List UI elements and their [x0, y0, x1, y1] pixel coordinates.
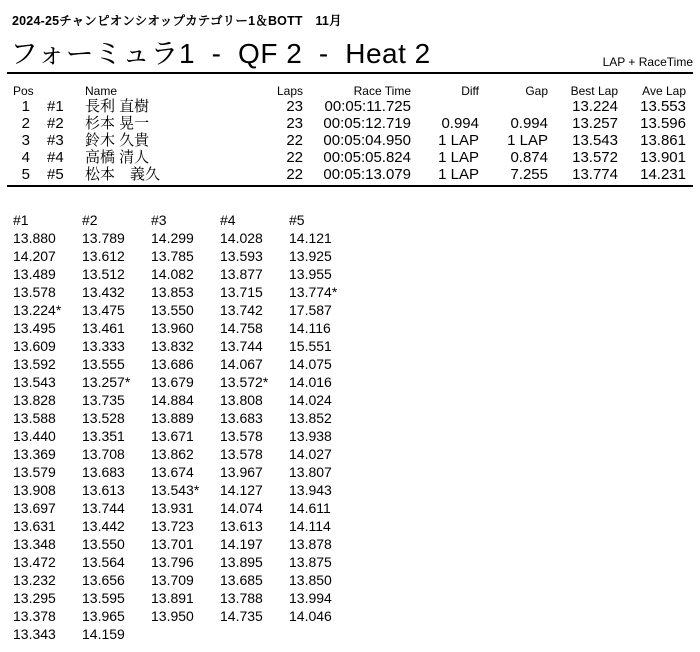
lap-time: 13.489 [13, 266, 56, 282]
lap-time: 13.744 [220, 338, 263, 354]
lap-time: 13.850 [289, 572, 332, 588]
col-header-ave-lap: Ave Lap [642, 84, 686, 98]
lap-time: 13.351 [82, 428, 125, 444]
lap-column-2 [82, 211, 151, 643]
lap-time: 13.348 [13, 536, 56, 552]
lap-time: 14.611 [289, 500, 331, 516]
result-diff: 1 LAP [438, 166, 479, 183]
lap-time: 13.925 [289, 248, 332, 264]
lap-time: 13.807 [289, 464, 332, 480]
result-row [7, 115, 686, 132]
result-race-time: 00:05:13.079 [323, 166, 411, 183]
lap-time: 13.593 [220, 248, 263, 264]
lap-time: 13.543 [13, 374, 56, 390]
lap-time: 13.931 [151, 500, 194, 516]
lap-column-5 [289, 211, 358, 643]
header-divider [7, 72, 693, 74]
lap-time: 13.543* [151, 482, 200, 498]
lap-time: 13.512 [82, 266, 125, 282]
result-gap: 0.874 [510, 149, 548, 166]
lap-time: 13.555 [82, 356, 125, 372]
lap-time: 14.127 [220, 482, 263, 498]
result-diff: 0.994 [441, 115, 479, 132]
lap-time: 13.828 [13, 392, 56, 408]
lap-time: 13.550 [82, 536, 125, 552]
result-row [7, 149, 686, 166]
lap-time: 14.016 [289, 374, 332, 390]
result-gap: 7.255 [510, 166, 548, 183]
result-car-number: #3 [47, 132, 64, 149]
lap-time: 13.609 [13, 338, 56, 354]
lap-time: 13.832 [151, 338, 194, 354]
lap-time: 13.378 [13, 608, 56, 624]
result-gap: 0.994 [510, 115, 548, 132]
result-diff: 1 LAP [438, 149, 479, 166]
lap-time: 13.994 [289, 590, 332, 606]
lap-time: 13.774* [289, 284, 338, 300]
result-driver-name: 高橋 清人 [85, 149, 150, 166]
result-laps: 23 [286, 115, 303, 132]
lap-time: 13.877 [220, 266, 263, 282]
lap-column-header: #2 [82, 212, 98, 228]
lap-time: 13.333 [82, 338, 125, 354]
result-car-number: #1 [47, 98, 64, 115]
lap-time: 13.595 [82, 590, 125, 606]
lap-time: 13.613 [220, 518, 263, 534]
lap-time: 13.432 [82, 284, 125, 300]
lap-time: 13.578 [220, 428, 263, 444]
lap-time: 13.592 [13, 356, 56, 372]
results-table [7, 81, 686, 183]
lap-time: 14.027 [289, 446, 332, 462]
lap-time: 14.159 [82, 626, 125, 642]
lap-time: 13.785 [151, 248, 194, 264]
lap-time: 14.046 [289, 608, 332, 624]
col-header-car [35, 81, 73, 98]
lap-time: 14.207 [13, 248, 56, 264]
lap-time: 13.461 [82, 320, 125, 336]
lap-time: 13.853 [151, 284, 194, 300]
lap-time: 14.074 [220, 500, 263, 516]
lap-column-1 [13, 211, 82, 643]
lap-time: 13.862 [151, 446, 194, 462]
lap-time: 13.679 [151, 374, 194, 390]
lap-time: 13.578 [220, 446, 263, 462]
lap-time: 14.299 [151, 230, 194, 246]
lap-time: 13.224* [13, 302, 62, 318]
col-header-gap: Gap [525, 84, 548, 98]
lap-time: 14.075 [289, 356, 332, 372]
result-car-number: #4 [47, 149, 64, 166]
lap-time: 13.495 [13, 320, 56, 336]
lap-time: 13.697 [13, 500, 56, 516]
lap-time: 14.735 [220, 608, 263, 624]
result-position: 5 [21, 166, 30, 183]
lap-time: 13.674 [151, 464, 194, 480]
result-position: 3 [21, 132, 30, 149]
lap-time: 13.613 [82, 482, 125, 498]
result-race-time: 00:05:12.719 [323, 115, 411, 132]
lap-time: 13.943 [289, 482, 332, 498]
col-header-race-time: Race Time [353, 84, 411, 98]
lap-time: 13.631 [13, 518, 56, 534]
lap-column-header: #1 [13, 212, 29, 228]
result-row [7, 166, 686, 183]
lap-time: 13.295 [13, 590, 56, 606]
lap-time: 13.685 [220, 572, 263, 588]
result-race-time: 00:05:11.725 [324, 98, 411, 115]
lap-time: 13.889 [151, 410, 194, 426]
lap-time: 13.472 [13, 554, 56, 570]
lap-time: 13.572* [220, 374, 269, 390]
result-car-number: #2 [47, 115, 64, 132]
result-laps: 22 [286, 149, 303, 166]
lap-time: 14.884 [151, 392, 194, 408]
result-position: 1 [21, 98, 30, 115]
lap-time: 13.908 [13, 482, 56, 498]
lap-time: 13.343 [13, 626, 56, 642]
lap-time: 13.891 [151, 590, 194, 606]
result-best-lap: 13.224 [572, 98, 618, 115]
lap-time: 13.808 [220, 392, 263, 408]
col-header-laps: Laps [276, 84, 303, 98]
lap-time: 13.257* [82, 374, 131, 390]
result-driver-name: 鈴木 久貴 [85, 132, 150, 149]
lap-time: 14.116 [289, 320, 331, 336]
lap-column-4 [220, 211, 289, 643]
result-best-lap: 13.543 [572, 132, 618, 149]
lap-time: 13.528 [82, 410, 125, 426]
lap-time: 13.709 [151, 572, 194, 588]
lap-time: 13.232 [13, 572, 56, 588]
lap-time: 13.686 [151, 356, 194, 372]
result-laps: 22 [286, 132, 303, 149]
lap-time: 13.960 [151, 320, 194, 336]
lap-time: 14.121 [289, 230, 332, 246]
lap-time: 14.024 [289, 392, 332, 408]
lap-time: 13.715 [220, 284, 263, 300]
results-header-row [7, 81, 686, 98]
result-ave-lap: 13.596 [640, 115, 686, 132]
lap-time: 13.880 [13, 230, 56, 246]
result-position: 4 [21, 149, 30, 166]
lap-time: 13.895 [220, 554, 263, 570]
result-diff [411, 98, 479, 115]
lap-column-header: #4 [220, 212, 236, 228]
lap-time: 13.878 [289, 536, 332, 552]
lap-time: 13.788 [220, 590, 263, 606]
lap-times-table [13, 211, 358, 643]
lap-column-3 [151, 211, 220, 643]
lap-time: 14.082 [151, 266, 194, 282]
result-row [7, 132, 686, 149]
lap-time: 13.744 [82, 500, 125, 516]
lap-time: 14.114 [289, 518, 331, 534]
lap-time: 13.938 [289, 428, 332, 444]
lap-time: 14.197 [220, 536, 263, 552]
lap-time: 13.701 [151, 536, 194, 552]
lap-time: 13.588 [13, 410, 56, 426]
col-header-diff: Diff [461, 84, 479, 98]
result-best-lap: 13.774 [572, 166, 618, 183]
result-laps: 23 [286, 98, 303, 115]
lap-time: 13.708 [82, 446, 125, 462]
lap-column-header: #5 [289, 212, 305, 228]
result-position: 2 [21, 115, 30, 132]
lap-time: 13.369 [13, 446, 56, 462]
lap-time: 13.683 [82, 464, 125, 480]
lap-time: 15.551 [289, 338, 332, 354]
lap-time: 13.852 [289, 410, 332, 426]
lap-time: 13.796 [151, 554, 194, 570]
col-header-name: Name [85, 84, 118, 98]
lap-time: 13.735 [82, 392, 125, 408]
lap-time: 13.442 [82, 518, 125, 534]
lap-time: 13.578 [13, 284, 56, 300]
result-laps: 22 [286, 166, 303, 183]
lap-time: 13.550 [151, 302, 194, 318]
result-driver-name: 杉本 晃一 [85, 115, 150, 132]
lap-time: 14.067 [220, 356, 263, 372]
lap-time: 13.440 [13, 428, 56, 444]
lap-time: 13.723 [151, 518, 194, 534]
lap-time: 13.612 [82, 248, 125, 264]
timing-mode-note: LAP + RaceTime [602, 55, 693, 69]
result-gap [479, 98, 548, 115]
result-car-number: #5 [47, 166, 64, 183]
lap-time: 13.475 [82, 302, 125, 318]
result-ave-lap: 14.231 [640, 166, 686, 183]
lap-time: 17.587 [289, 302, 332, 318]
col-header-pos: Pos [13, 84, 34, 98]
result-ave-lap: 13.901 [640, 149, 686, 166]
result-best-lap: 13.572 [572, 149, 618, 166]
lap-time: 13.965 [82, 608, 125, 624]
lap-column-header: #3 [151, 212, 167, 228]
lap-time: 14.758 [220, 320, 263, 336]
lap-time: 14.028 [220, 230, 263, 246]
result-driver-name: 長利 直樹 [85, 98, 150, 115]
lap-time: 13.656 [82, 572, 125, 588]
result-gap: 1 LAP [507, 132, 548, 149]
result-row [7, 98, 686, 115]
lap-time: 13.950 [151, 608, 194, 624]
lap-time: 13.789 [82, 230, 125, 246]
result-diff: 1 LAP [438, 132, 479, 149]
page-title: フォーミュラ1 - QF 2 - Heat 2 [10, 38, 431, 69]
lap-time: 13.967 [220, 464, 263, 480]
result-best-lap: 13.257 [572, 115, 618, 132]
result-ave-lap: 13.553 [640, 98, 686, 115]
col-header-best-lap: Best Lap [570, 84, 618, 98]
result-race-time: 00:05:05.824 [323, 149, 411, 166]
championship-subtitle: 2024-25チャンピオンシオップカテゴリー1＆BOTT 11月 [12, 14, 342, 28]
lap-time: 13.955 [289, 266, 332, 282]
lap-time: 13.564 [82, 554, 125, 570]
lap-time: 13.742 [220, 302, 263, 318]
result-driver-name: 松本 義久 [85, 166, 161, 183]
result-race-time: 00:05:04.950 [323, 132, 411, 149]
results-divider [7, 185, 693, 187]
lap-time: 13.683 [220, 410, 263, 426]
lap-time: 13.579 [13, 464, 56, 480]
lap-time: 13.671 [151, 428, 194, 444]
lap-time: 13.875 [289, 554, 332, 570]
result-ave-lap: 13.861 [640, 132, 686, 149]
